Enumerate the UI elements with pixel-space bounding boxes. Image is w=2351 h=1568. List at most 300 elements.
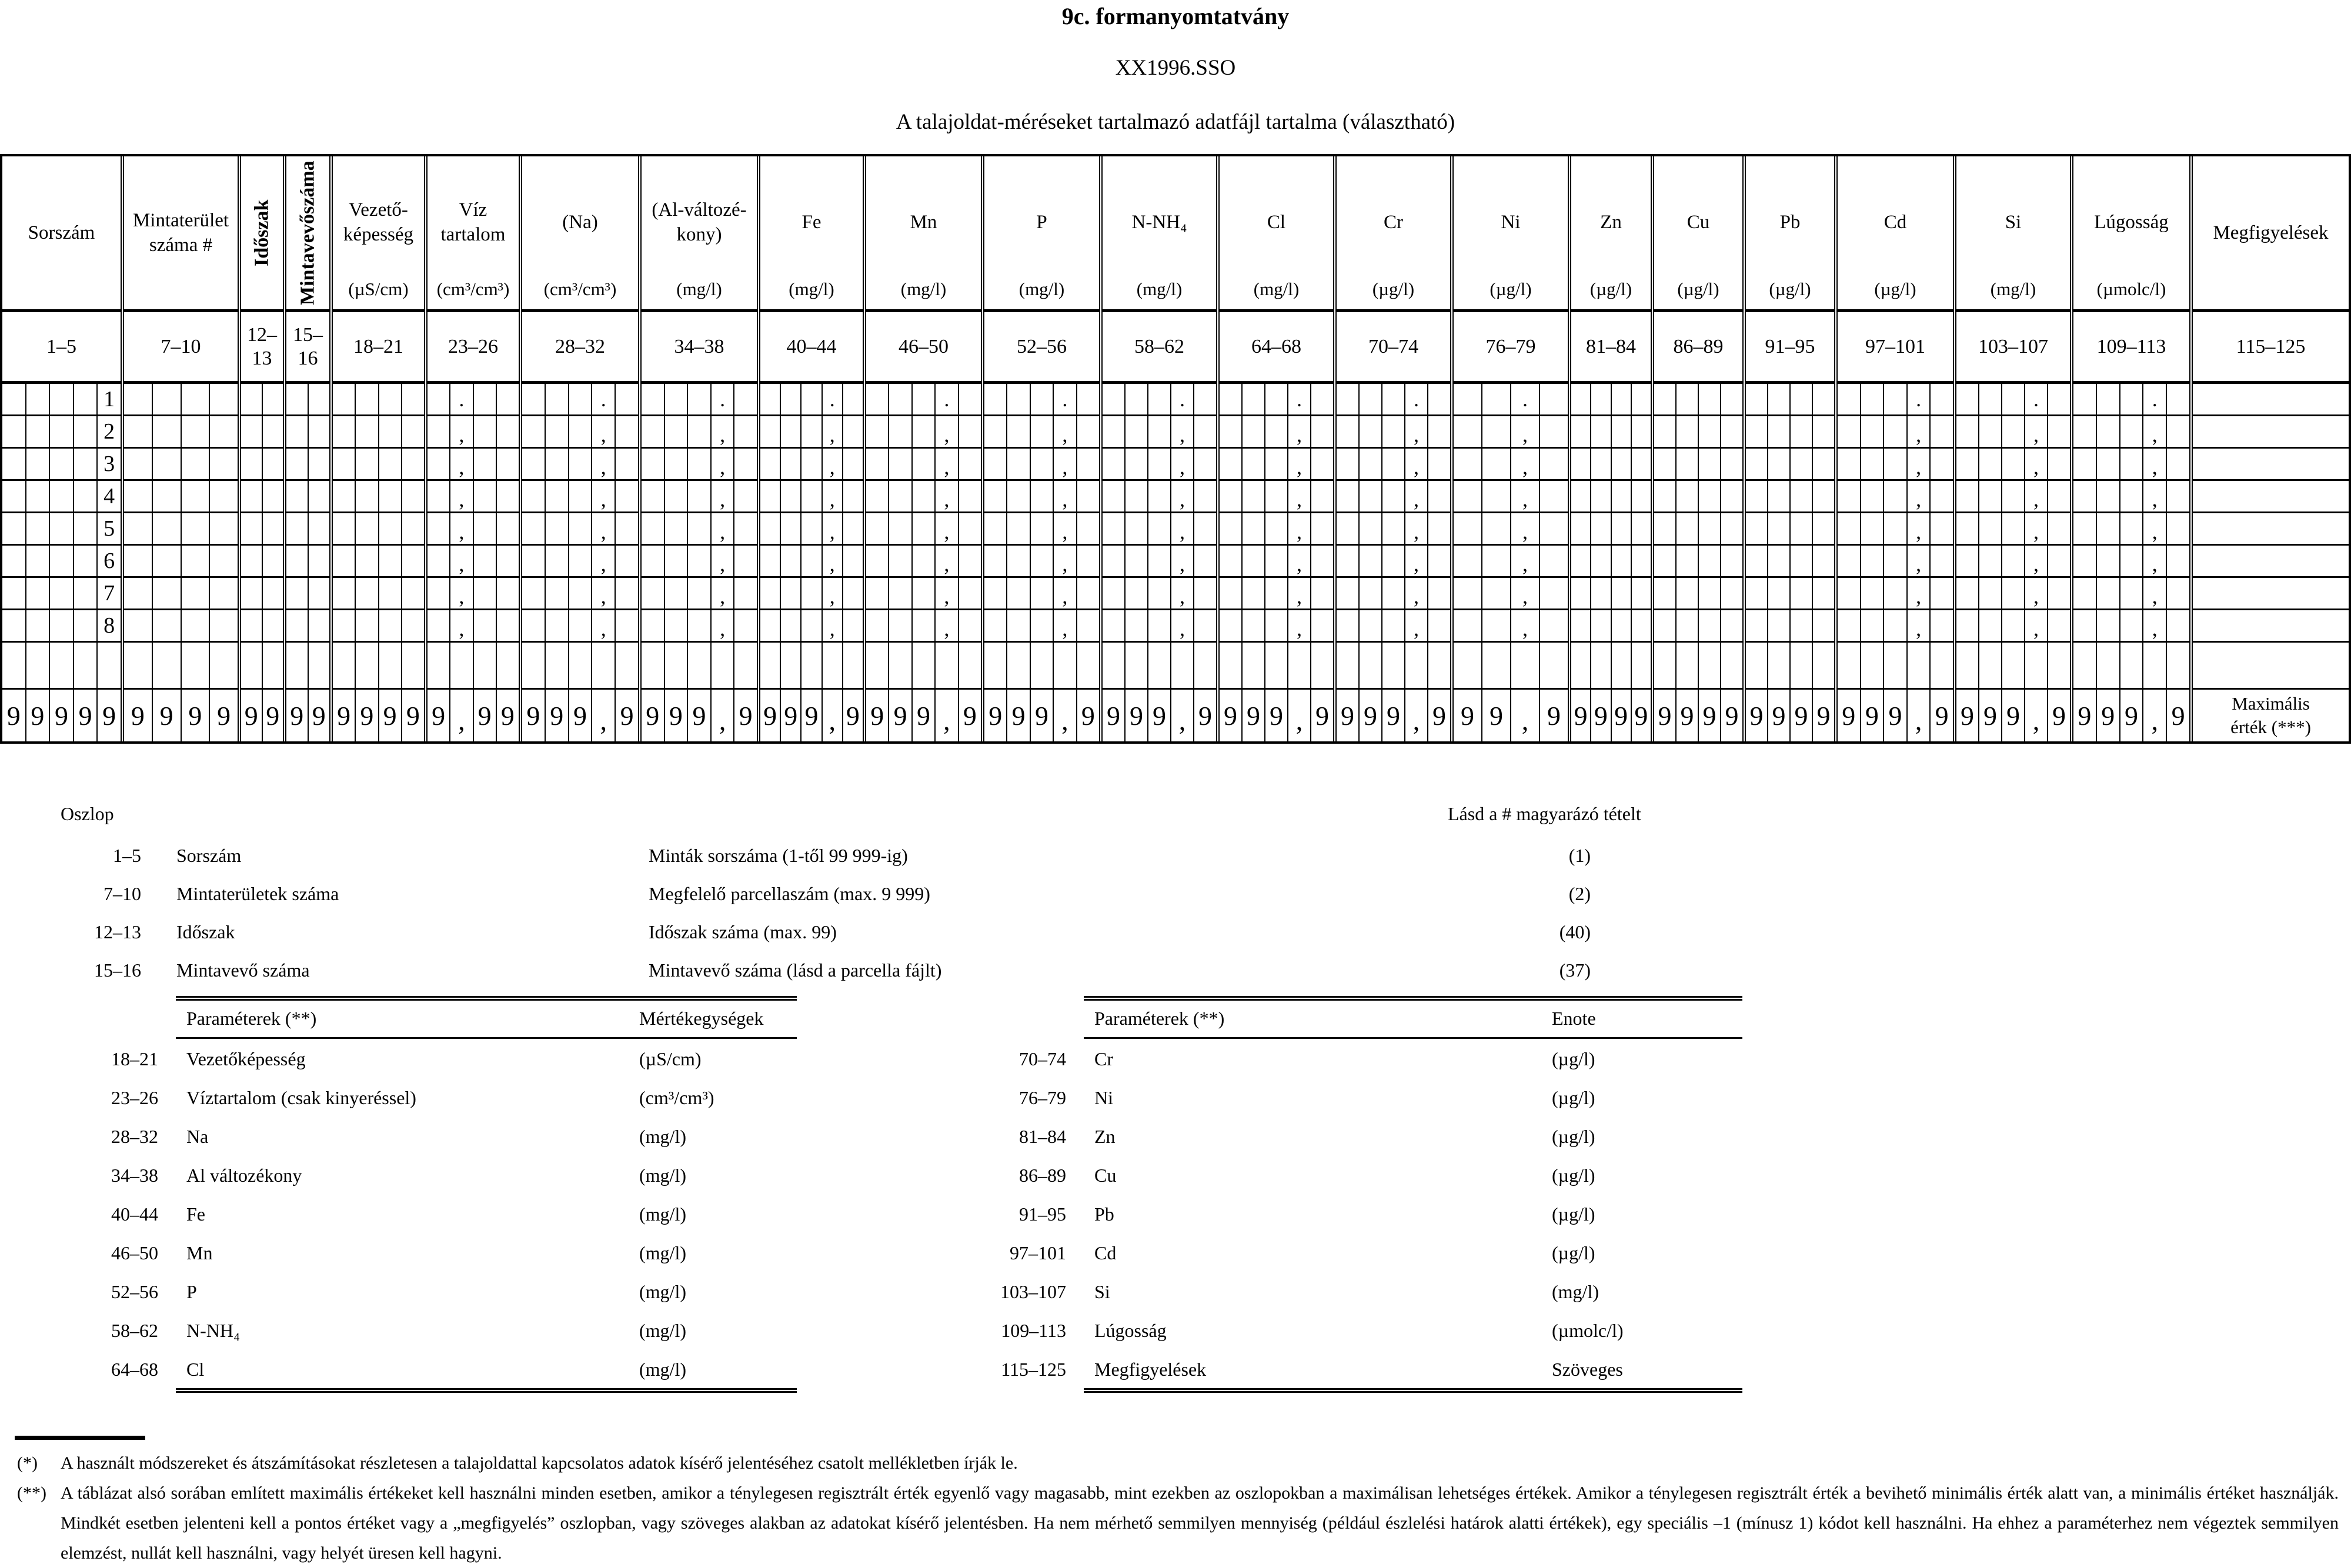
grid-cell [1791, 384, 1813, 414]
grid-cell [1813, 610, 1834, 641]
grid-cell [1382, 481, 1405, 511]
grid-cell [210, 449, 238, 479]
grid-cell [1979, 610, 2002, 641]
grid-cell [1126, 643, 1148, 688]
grid-cell [497, 546, 519, 576]
param-position: 86–89 [1019, 1165, 1066, 1186]
max-value-row [760, 690, 863, 741]
grid-cell [124, 513, 153, 544]
grid-cell [959, 578, 981, 609]
grid-column-idoszak [238, 156, 283, 741]
column-header-si [1956, 156, 2070, 312]
max-value-char: 9 [1035, 700, 1049, 731]
grid-cell [1931, 384, 1953, 414]
max-value-char: , [829, 705, 836, 735]
grid-cell [182, 513, 211, 544]
grid-cell [1126, 578, 1148, 609]
column-header-cr [1337, 156, 1450, 312]
max-value-char: 9 [1680, 700, 1694, 731]
grid-cell [1571, 643, 1591, 688]
decimal-separator: , [1522, 617, 1528, 640]
grid-cell [333, 643, 356, 688]
max-value-cell [569, 690, 593, 741]
grid-cell [1540, 384, 1568, 414]
decimal-separator: , [1062, 584, 1068, 608]
grid-row [1220, 416, 1333, 449]
max-value-char: , [600, 705, 607, 735]
grid-cell [428, 416, 450, 447]
grid-cell [843, 384, 863, 414]
decimal-separator: , [459, 584, 465, 608]
grid-row [2073, 449, 2189, 481]
decimal-separator: , [2152, 487, 2158, 511]
column-position-line: 86–89 [1673, 335, 1724, 357]
grid-cell [2073, 643, 2097, 688]
column-label-viztartalom [428, 181, 519, 263]
grid-cell [1243, 610, 1265, 641]
grid-cell [734, 416, 757, 447]
param-unit: (mg/l) [1552, 1281, 1599, 1302]
grid-cell [26, 481, 51, 511]
max-value-char: 9 [1247, 700, 1260, 731]
grid-cell [1007, 643, 1030, 688]
decimal-separator-cell [1288, 546, 1311, 576]
column-label-line: Zn [1600, 212, 1622, 233]
empty-grid-row [1838, 643, 1953, 690]
grid-cell [241, 643, 263, 688]
decimal-separator: , [1297, 520, 1302, 543]
empty-grid-row [866, 643, 981, 690]
grid-cell [781, 513, 802, 544]
max-value-char: 9 [1547, 700, 1561, 731]
decimal-separator: , [1062, 617, 1068, 640]
decimal-separator-cell [450, 610, 473, 641]
grid-cell [1220, 481, 1243, 511]
column-label-line: Si [2005, 212, 2022, 233]
column-header-mintaterulet [124, 156, 238, 312]
max-value-char: 9 [1865, 700, 1879, 731]
decimal-separator-cell [1171, 578, 1194, 609]
grid-cell [379, 384, 402, 414]
max-value-char: 9 [2101, 700, 2115, 731]
max-value-char: 9 [739, 700, 753, 731]
grid-cell [1571, 384, 1591, 414]
grid-row [241, 546, 283, 578]
grid-cell [1031, 416, 1054, 447]
grid-row [1654, 546, 1742, 578]
grid-cell [309, 416, 330, 447]
max-value-char: 9 [1749, 700, 1764, 731]
param-position: 97–101 [1010, 1242, 1066, 1263]
column-unit-mn: (mg/l) [900, 279, 947, 299]
grid-cell [1746, 643, 1768, 688]
grid-cell [474, 578, 497, 609]
grid-cell [1148, 643, 1171, 688]
grid-row [1654, 578, 1742, 610]
grid-cell [760, 643, 781, 688]
grid-cell [1243, 416, 1265, 447]
max-value-cell [1311, 690, 1333, 741]
grid-cell [1243, 578, 1265, 609]
grid-cell [2167, 643, 2189, 688]
legend-row [0, 845, 2351, 874]
grid-cell [781, 643, 802, 688]
grid-row [1454, 449, 1568, 481]
grid-cell [1813, 449, 1834, 479]
max-value-cell [642, 690, 665, 741]
grid-cell [2, 610, 26, 641]
grid-cell [1721, 610, 1742, 641]
grid-cell [1540, 416, 1568, 447]
grid-cell [74, 481, 98, 511]
grid-cell [379, 481, 402, 511]
grid-row [1654, 416, 1742, 449]
max-value-char: 9 [2078, 700, 2092, 731]
column-label-line: Időszak [251, 199, 273, 266]
grid-cell [760, 610, 781, 641]
grid-cell [1632, 513, 1651, 544]
decimal-separator: , [1180, 584, 1185, 608]
grid-row [760, 384, 863, 416]
grid-row [866, 416, 981, 449]
decimal-separator: , [1916, 617, 1922, 640]
grid-cell [356, 416, 379, 447]
row-number: 1 [103, 387, 115, 412]
max-value-cell [781, 690, 802, 741]
column-position-line: 103–107 [1978, 335, 2048, 357]
param-name: Si [1094, 1281, 1110, 1302]
decimal-separator: . [829, 387, 835, 411]
max-value-cell [1482, 690, 1511, 741]
grid-cell [1126, 416, 1148, 447]
max-value-cell [1571, 690, 1591, 741]
grid-row [241, 449, 283, 481]
grid-row [1956, 610, 2070, 643]
grid-cell [1979, 643, 2002, 688]
grid-cell [1654, 546, 1677, 576]
decimal-separator-cell [2143, 578, 2167, 609]
grid-cell [1360, 384, 1382, 414]
grid-cell [153, 481, 182, 511]
param-position: 23–26 [111, 1087, 158, 1108]
grid-row [1746, 610, 1834, 643]
legend-reference: (2) [1568, 883, 1591, 904]
grid-row [522, 578, 638, 610]
decimal-separator: , [720, 584, 726, 608]
grid-row [1454, 578, 1568, 610]
grid-cell [984, 546, 1007, 576]
max-value-char: , [2151, 705, 2159, 735]
grid-cell [616, 546, 638, 576]
grid-cell [1360, 546, 1382, 576]
column-position-cu [1654, 312, 1742, 384]
grid-cell [569, 578, 593, 609]
grid-cell [665, 610, 689, 641]
grid-cell [2167, 578, 2189, 609]
grid-cell [356, 481, 379, 511]
grid-cell [1265, 610, 1288, 641]
column-position-viztartalom [428, 312, 519, 384]
max-value-cell [1768, 690, 1791, 741]
max-value-row [286, 690, 329, 741]
grid-row [2, 384, 121, 416]
grid-cell [734, 513, 757, 544]
grid-cell [1908, 643, 1931, 688]
decimal-separator-cell [1171, 513, 1194, 544]
grid-row [1103, 481, 1216, 513]
max-value-label-line: érték (***) [2230, 717, 2311, 737]
grid-row [1337, 449, 1450, 481]
grid-cell [2025, 643, 2048, 688]
column-position-line: 76–79 [1485, 335, 1536, 357]
decimal-separator: , [944, 423, 950, 446]
grid-cell [26, 449, 51, 479]
param-row [111, 1272, 797, 1310]
grid-row [2073, 578, 2189, 610]
empty-grid-row [2073, 643, 2189, 690]
grid-cell [1768, 416, 1791, 447]
param-row [1019, 1194, 1742, 1233]
grid-row [241, 416, 283, 449]
grid-cell [1103, 384, 1126, 414]
grid-cell [356, 449, 379, 479]
max-value-cell [592, 690, 616, 741]
grid-cell [182, 546, 211, 576]
column-label-line: Víz [459, 199, 487, 220]
max-value-cell [153, 690, 182, 741]
grid-cell [1721, 481, 1742, 511]
max-value-char: 9 [244, 700, 258, 731]
max-value-cell [26, 690, 51, 741]
grid-cell [74, 546, 98, 576]
grid-cell [1265, 643, 1288, 688]
grid-row [1838, 449, 1953, 481]
grid-cell [1768, 513, 1791, 544]
grid-cell [1571, 416, 1591, 447]
grid-cell [1654, 513, 1677, 544]
grid-column-cd [1834, 156, 1953, 741]
grid-cell [959, 449, 981, 479]
grid-row [124, 449, 238, 481]
column-position-line: 13 [252, 347, 272, 369]
grid-cell [210, 643, 238, 688]
grid-cell [688, 449, 712, 479]
max-value-cell [1031, 690, 1054, 741]
grid-cell [1540, 513, 1568, 544]
legend-position: 12–13 [94, 921, 141, 942]
grid-cell [1768, 578, 1791, 609]
column-label-idoszak [241, 156, 283, 309]
grid-cell [333, 449, 356, 479]
grid-cell [1148, 513, 1171, 544]
decimal-separator: . [1522, 387, 1528, 411]
decimal-separator-cell [1054, 578, 1077, 609]
grid-cell [1699, 449, 1721, 479]
grid-cell [1454, 643, 1482, 688]
max-value-cell [263, 690, 283, 741]
max-value-char: 9 [2006, 700, 2020, 731]
grid-row [1220, 546, 1333, 578]
grid-cell [781, 481, 802, 511]
param-header-unit-label: Mértékegységek [639, 1008, 764, 1029]
grid-row [286, 546, 329, 578]
grid-cell [1482, 449, 1511, 479]
grid-cell [379, 610, 402, 641]
grid-cell [1612, 546, 1632, 576]
max-value-row [2, 690, 121, 741]
grid-cell [1677, 481, 1699, 511]
grid-cell [1768, 610, 1791, 641]
grid-cell [402, 546, 424, 576]
grid-row [2193, 513, 2349, 546]
grid-cell [26, 384, 51, 414]
grid-row [241, 578, 283, 610]
max-value-char: 9 [159, 700, 173, 731]
grid-cell [2002, 610, 2025, 641]
param-unit: (mg/l) [639, 1281, 686, 1302]
grid-cell [2120, 578, 2144, 609]
param-position: 52–56 [111, 1281, 158, 1302]
grid-cell [984, 481, 1007, 511]
grid-cell [241, 384, 263, 414]
grid-column-mn [863, 156, 981, 741]
grid-cell [1721, 384, 1742, 414]
max-value-cell [2120, 690, 2144, 741]
decimal-separator: , [1522, 584, 1528, 608]
grid-row [1746, 546, 1834, 578]
grid-cell [74, 578, 98, 609]
grid-cell [2097, 416, 2120, 447]
grid-cell [497, 610, 519, 641]
grid-cell [1540, 449, 1568, 479]
grid-row [286, 481, 329, 513]
decimal-separator: , [459, 552, 465, 576]
grid-cell [2120, 481, 2144, 511]
grid-cell [802, 384, 822, 414]
decimal-separator: , [1062, 520, 1068, 543]
decimal-separator: , [2033, 487, 2039, 511]
grid-row [2193, 481, 2349, 513]
param-row [1001, 1349, 1742, 1388]
footnote-marker: (**) [17, 1483, 46, 1503]
grid-cell [665, 384, 689, 414]
grid-cell [1031, 610, 1054, 641]
grid-cell [1454, 610, 1482, 641]
decimal-separator: , [1414, 487, 1419, 511]
column-label-line: Mintavevő [296, 213, 319, 305]
decimal-separator: , [1297, 455, 1302, 479]
grid-cell [1884, 449, 1908, 479]
grid-cell [616, 610, 638, 641]
grid-cell [1428, 481, 1450, 511]
grid-cell [2120, 416, 2144, 447]
column-unit-vezetokepesseg: (µS/cm) [348, 279, 409, 299]
column-position-line: 28–32 [555, 335, 605, 357]
max-value-cell [616, 690, 638, 741]
grid-cell [2167, 449, 2189, 479]
decimal-separator-cell [592, 513, 616, 544]
grid-cell [522, 416, 546, 447]
grid-cell [1979, 481, 2002, 511]
max-value-char: , [1295, 705, 1303, 735]
grid-cell [124, 481, 153, 511]
max-value-char: 9 [917, 700, 931, 731]
grid-cell [497, 384, 519, 414]
max-value-cell [309, 690, 330, 741]
grid-row [984, 416, 1099, 449]
grid-cell [210, 481, 238, 511]
param-position: 109–113 [1001, 1320, 1066, 1341]
decimal-separator: , [2033, 617, 2039, 640]
grid-cell [1360, 643, 1382, 688]
grid-cell [665, 578, 689, 609]
grid-cell [642, 643, 665, 688]
grid-cell [241, 610, 263, 641]
grid-row [428, 513, 519, 546]
grid-cell [356, 643, 379, 688]
max-value-char: 9 [1725, 700, 1739, 731]
grid-cell [379, 578, 402, 609]
grid-cell [1591, 578, 1611, 609]
grid-cell [1194, 513, 1216, 544]
grid-cell [1482, 643, 1511, 688]
grid-cell [1103, 513, 1126, 544]
grid-cell [1979, 578, 2002, 609]
max-value-cell [2097, 690, 2120, 741]
max-value-cell [913, 690, 936, 741]
grid-cell [2073, 610, 2097, 641]
max-value-cell [688, 690, 712, 741]
grid-cell [50, 610, 74, 641]
max-value-char: 9 [1341, 700, 1354, 731]
legend-name: Időszak [176, 921, 235, 942]
param-position: 76–79 [1019, 1087, 1066, 1108]
grid-row [1454, 610, 1568, 643]
grid-cell [1632, 643, 1651, 688]
grid-cell [1194, 416, 1216, 447]
grid-cell [1540, 610, 1568, 641]
max-value-row [1220, 690, 1333, 741]
grid-cell [546, 481, 569, 511]
grid-cell [1612, 384, 1632, 414]
grid-cell [2097, 384, 2120, 414]
grid-row [2073, 416, 2189, 449]
decimal-separator: , [1414, 584, 1419, 608]
max-value-char: 9 [1387, 700, 1400, 731]
row-number-cell [98, 578, 121, 609]
column-header-vezetokepesseg [333, 156, 424, 312]
grid-row [760, 546, 863, 578]
decimal-separator: , [720, 520, 726, 543]
decimal-separator: , [459, 423, 465, 446]
max-value-row [642, 690, 757, 741]
grid-cell [263, 416, 283, 447]
grid-row [866, 384, 981, 416]
grid-cell [379, 513, 402, 544]
column-position-mintaterulet [124, 312, 238, 384]
max-value-cell [1337, 690, 1360, 741]
max-value-char: 9 [1816, 700, 1831, 731]
grid-row [866, 449, 981, 481]
grid-cell [356, 610, 379, 641]
column-position-line: 23–26 [448, 335, 498, 357]
row-number-cell [98, 481, 121, 511]
decimal-separator: . [2152, 387, 2158, 411]
decimal-separator-cell [2025, 578, 2048, 609]
empty-grid-row [1956, 643, 2070, 690]
decimal-separator: , [944, 552, 950, 576]
grid-row [984, 546, 1099, 578]
